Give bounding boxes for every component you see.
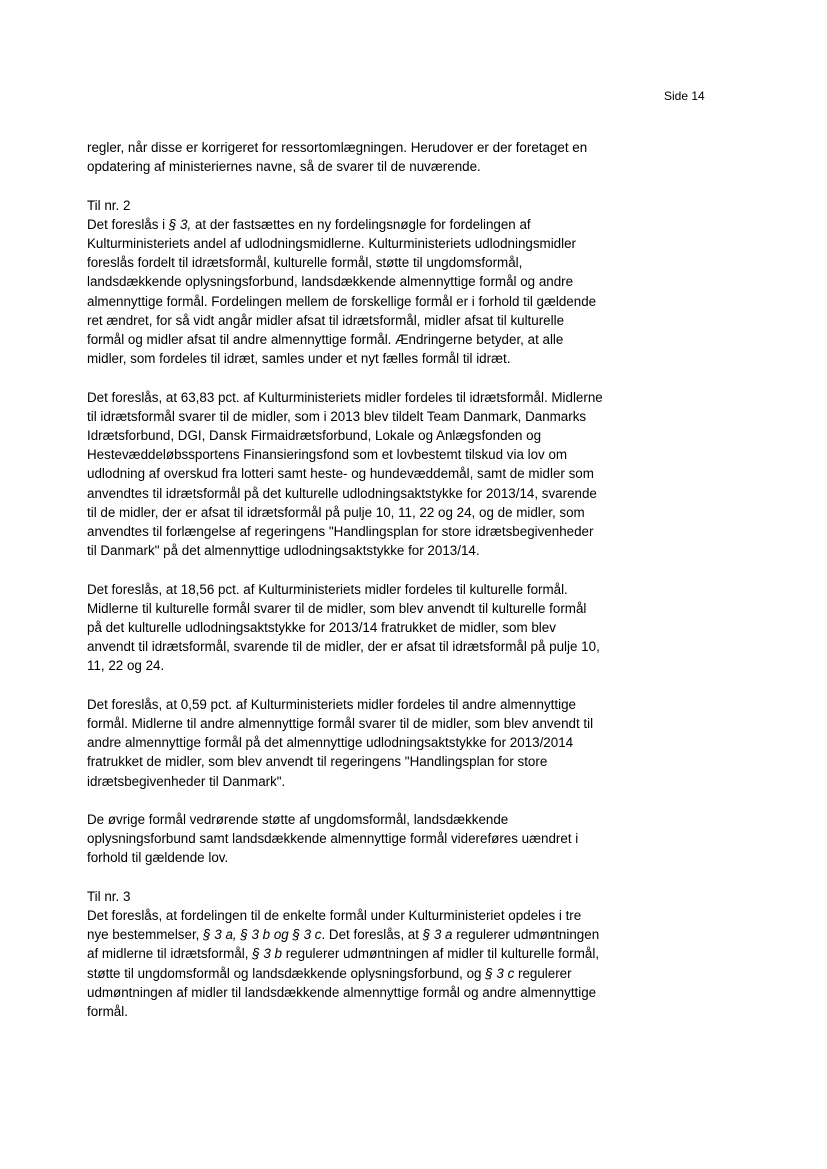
paragraph: [87, 580, 627, 676]
text-line: [87, 925, 627, 944]
text-segment: støtte til ungdomsformål og landsdækkende oplysningsforbund, og: [87, 965, 486, 981]
text-segment: til de midler, der er afsat til idrætsformål på pulje 10, 11, 22 og 24, og de midler, som: [87, 504, 585, 520]
text-segment: udlodning af overskud fra lotteri samt heste- og hundevæddemål, samt de midler som: [87, 466, 594, 482]
text-segment: til idrætsformål svarer til de midler, som i 2013 blev tildelt Team Danmark, Danmarks: [87, 408, 587, 424]
paragraph: [87, 196, 627, 369]
text-line: [87, 292, 627, 311]
text-segment: foreslås fordelt til idrætsformål, kulturelle formål, støtte til ungdomsformål,: [87, 255, 523, 271]
text-segment: anvendtes til idrætsformål på det kulturelle udlodningsaktstykke for 2013/14, svarende: [87, 485, 597, 501]
text-segment: forhold til gældende lov.: [87, 850, 229, 866]
text-line: [87, 580, 627, 599]
text-segment: regulerer udmøntningen: [452, 927, 600, 943]
text-line: [87, 656, 627, 675]
text-segment: midler, som fordeles til idræt, samles under et nyt fælles formål til idræt.: [87, 351, 511, 367]
text-segment: regulerer: [514, 965, 572, 981]
text-segment: udmøntningen af midler til landsdækkende almennyttige formål og andre almennyttige: [87, 984, 597, 1000]
text-line: [87, 522, 627, 541]
text-line: [87, 887, 627, 906]
text-line: [87, 330, 627, 349]
text-segment: Idrætsforbund, DGI, Dansk Firmaidrætsforbund, Lokale og Anlægsfonden og: [87, 428, 542, 444]
page-number: Side 14: [664, 89, 705, 103]
text-line: [87, 445, 627, 464]
text-segment: formål og midler afsat til andre almennyttige formål. Ændringerne betyder, at alle: [87, 332, 564, 348]
text-segment: Det foreslås, at 63,83 pct. af Kulturministeriets midler fordeles til idrætsformål. Midlerne: [87, 389, 603, 405]
text-segment: landsdækkende oplysningsforbund, landsdækkende almennyttige formål og andre: [87, 274, 574, 290]
text-segment: formål.: [87, 1004, 128, 1020]
text-segment: anvendt til idrætsformål, svarende til de midler, der er afsat til idrætsformål på pulje 10,: [87, 639, 600, 655]
text-segment: Hestevæddeløbssportens Finansieringsfond som et lovbestemt tilskud via lov om: [87, 447, 568, 463]
text-line: [87, 311, 627, 330]
paragraph: [87, 138, 627, 176]
text-line: [87, 196, 627, 215]
text-segment: på det kulturelle udlodningsaktstykke for 2013/14 fratrukket de midler, som blev: [87, 620, 556, 636]
text-line: [87, 426, 627, 445]
text-segment: Kulturministeriets andel af udlodningsmidlerne. Kulturministeriets udlodningsmidler: [87, 236, 577, 251]
text-line: [87, 349, 627, 368]
text-line: [87, 503, 627, 522]
paragraph: [87, 887, 627, 1021]
text-line: [87, 138, 627, 157]
text-line: [87, 215, 627, 234]
text-segment: regler, når disse er korrigeret for ressortomlægningen. Herudover er der foretaget en: [87, 140, 588, 155]
text-segment: anvendtes til forlængelse af regeringens "Handlingsplan for store idrætsbegivenheder: [87, 524, 594, 540]
document-body: [87, 138, 627, 1040]
text-line: [87, 253, 627, 272]
text-segment: Til nr. 3: [87, 888, 131, 904]
text-line: [87, 541, 627, 560]
text-segment: fratrukket de midler, som blev anvendt til regeringens "Handlingsplan for store: [87, 754, 548, 770]
text-line: [87, 772, 627, 791]
text-segment: ret ændret, for så vidt angår midler afsat til idrætsformål, midler afsat til kulturelle: [87, 312, 565, 328]
text-segment: opdatering af ministeriernes navne, så de svarer til de nuværende.: [87, 159, 481, 175]
italic-text-segment: § 3 c: [485, 965, 515, 981]
paragraph: [87, 810, 627, 868]
text-line: [87, 829, 627, 848]
text-segment: Det foreslås, at fordelingen til de enkelte formål under Kulturministeriet opdeles i tre: [87, 908, 582, 924]
italic-text-segment: § 3 a: [422, 927, 453, 943]
text-line: [87, 618, 627, 637]
text-segment: . Det foreslås, at: [321, 927, 423, 943]
text-line: [87, 714, 627, 733]
text-line: [87, 944, 627, 963]
paragraph: [87, 695, 627, 791]
text-segment: almennyttige formål. Fordelingen mellem de forskellige formål er i forhold til gældende: [87, 293, 597, 309]
paragraph: [87, 388, 627, 561]
text-line: [87, 752, 627, 771]
text-line: [87, 810, 627, 829]
text-line: [87, 484, 627, 503]
text-segment: Det foreslås, at 0,59 pct. af Kulturministeriets midler fordeles til andre almennyttige: [87, 696, 576, 712]
text-line: [87, 234, 627, 253]
italic-text-segment: § 3 a, § 3 b og § 3 c: [203, 927, 322, 943]
text-segment: Det foreslås, at 18,56 pct. af Kulturministeriets midler fordeles til kulturelle formål.: [87, 581, 568, 597]
text-line: [87, 599, 627, 618]
text-segment: regulerer udmøntningen af midler til kulturelle formål,: [282, 946, 600, 962]
text-segment: 11, 22 og 24.: [87, 658, 165, 674]
text-segment: De øvrige formål vedrørende støtte af ungdomsformål, landsdækkende: [87, 812, 509, 828]
text-line: [87, 464, 627, 483]
text-segment: Det foreslås i: [87, 216, 169, 232]
text-line: [87, 388, 627, 407]
text-segment: formål. Midlerne til andre almennyttige formål svarer til de midler, som blev anvendt til: [87, 716, 594, 732]
text-segment: Til nr. 2: [87, 197, 131, 213]
text-line: [87, 1002, 627, 1021]
text-line: [87, 906, 627, 925]
text-line: [87, 848, 627, 867]
text-line: [87, 695, 627, 714]
text-segment: nye bestemmelser,: [87, 927, 204, 943]
text-line: [87, 983, 627, 1002]
text-line: [87, 964, 627, 983]
text-segment: at der fastsættes en ny fordelingsnøgle for fordelingen af: [191, 216, 531, 232]
text-line: [87, 637, 627, 656]
italic-text-segment: § 3 b: [252, 946, 282, 962]
text-segment: andre almennyttige formål på det almennyttige udlodningsaktstykke for 2013/2014: [87, 735, 574, 751]
text-line: [87, 407, 627, 426]
text-line: [87, 733, 627, 752]
text-line: [87, 272, 627, 291]
text-segment: idrætsbegivenheder til Danmark".: [87, 773, 286, 789]
italic-text-segment: § 3,: [168, 216, 192, 232]
text-line: [87, 157, 627, 176]
text-segment: oplysningsforbund samt landsdækkende almennyttige formål videreføres uændret i: [87, 831, 579, 847]
text-segment: af midlerne til idrætsformål,: [87, 946, 253, 962]
text-segment: til Danmark" på det almennyttige udlodningsaktstykke for 2013/14.: [87, 543, 480, 559]
text-segment: Midlerne til kulturelle formål svarer til de midler, som blev anvendt til kulturelle formål: [87, 600, 587, 616]
